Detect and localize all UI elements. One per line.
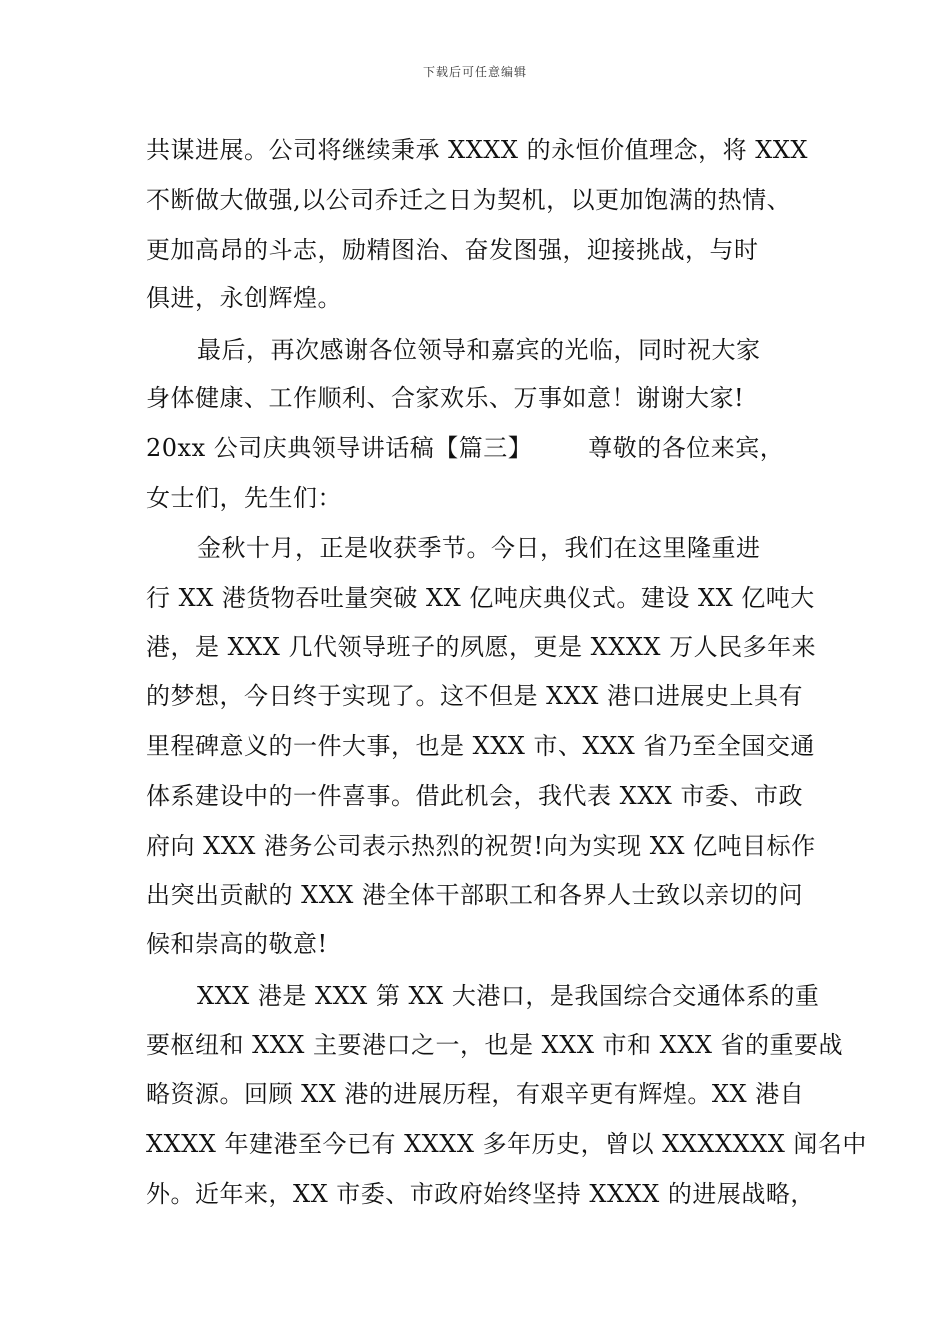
body-line: 共谋进展。公司将继续秉承 XXXX 的永恒价值理念，将 XXX	[146, 136, 808, 164]
body-line: 不断做大做强,以公司乔迁之日为契机，以更加饱满的热情、	[146, 186, 792, 214]
body-line: 候和崇高的敬意!	[146, 930, 328, 958]
body-line: 女士们，先生们：	[146, 484, 342, 512]
page-header-note: 下载后可任意编辑	[422, 65, 527, 79]
body-line: 的梦想，今日终于实现了。这不但是 XXX 港口进展史上具有	[146, 682, 804, 710]
body-line: 体系建设中的一件喜事。借此机会，我代表 XXX 市委、市政	[146, 782, 804, 810]
section-heading: 20xx 公司庆典领导讲话稿【篇三】	[146, 434, 533, 462]
body-line: XXXX 年建港至今已有 XXXX 多年历史，曾以 XXXXXXX 闻名中	[146, 1130, 867, 1158]
body-line: 府向 XXX 港务公司表示热烈的祝贺!向为实现 XX 亿吨目标作	[146, 832, 816, 860]
body-line: 略资源。回顾 XX 港的进展历程，有艰辛更有辉煌。XX 港自	[146, 1080, 805, 1108]
body-line: 身体健康、工作顺利、合家欢乐、万事如意！谢谢大家!	[146, 384, 745, 412]
body-line: 出突出贡献的 XXX 港全体干部职工和各界人士致以亲切的问	[146, 881, 804, 909]
body-line: 里程碑意义的一件大事，也是 XXX 市、XXX 省乃至全国交通	[146, 732, 815, 760]
salutation: 尊敬的各位来宾，	[588, 434, 785, 462]
body-line: 外。近年来，XX 市委、市政府始终坚持 XXXX 的进展战略，	[146, 1180, 815, 1208]
body-line: XXX 港是 XXX 第 XX 大港口，是我国综合交通体系的重	[197, 982, 820, 1010]
body-line: 更加高昂的斗志，励精图治、奋发图强，迎接挑战，与时	[146, 236, 759, 264]
body-line: 要枢纽和 XXX 主要港口之一，也是 XXX 市和 XXX 省的重要战	[146, 1031, 844, 1059]
body-line: 俱进，永创辉煌。	[146, 284, 342, 312]
body-line: 最后，再次感谢各位领导和嘉宾的光临，同时祝大家	[197, 336, 761, 364]
body-line: 港，是 XXX 几代领导班子的夙愿，更是 XXXX 万人民多年来	[146, 633, 817, 661]
section-heading-line	[146, 433, 784, 463]
body-line: 行 XX 港货物吞吐量突破 XX 亿吨庆典仪式。建设 XX 亿吨大	[146, 584, 815, 612]
body-line: 金秋十月，正是收获季节。今日，我们在这里隆重进	[197, 534, 761, 562]
